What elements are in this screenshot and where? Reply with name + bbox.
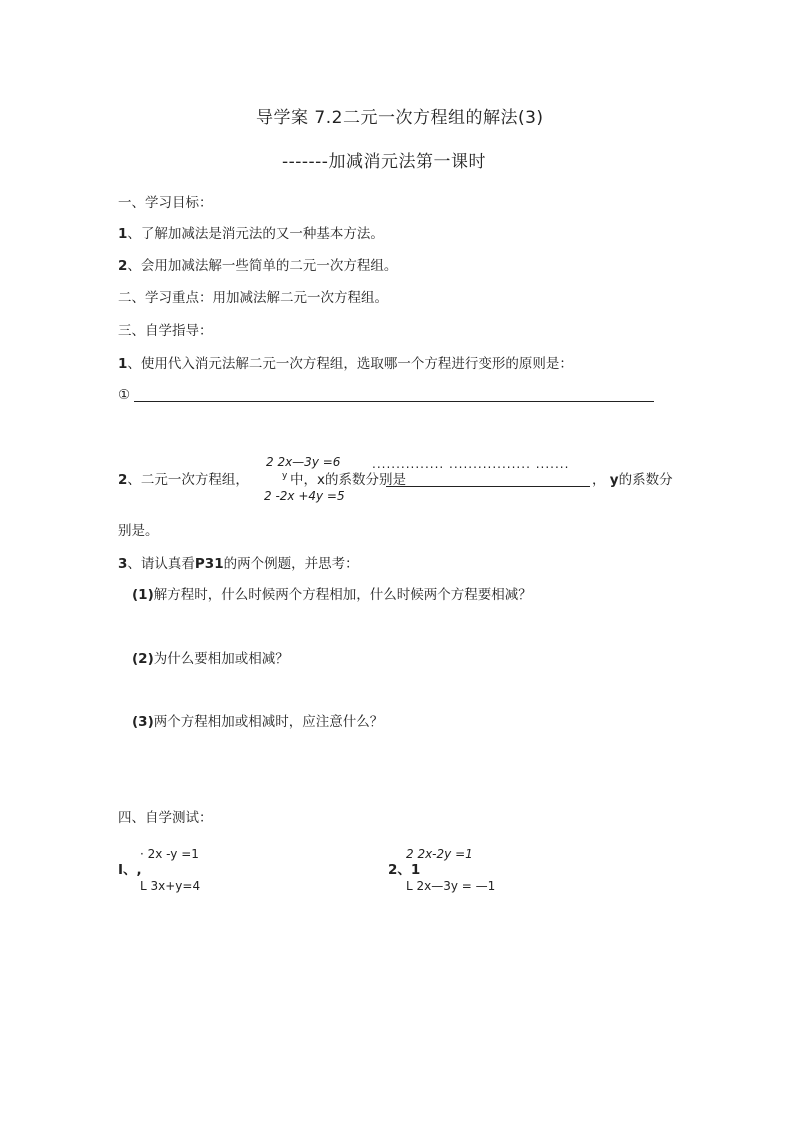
question-3-page-ref: P31 xyxy=(194,556,224,572)
test-1-equation-1: · 2x -y =1 xyxy=(140,847,199,861)
test-1-equation-2: L 3x+y=4 xyxy=(140,879,201,893)
question-2-tail: 别是。 xyxy=(118,523,159,539)
answer-blank-line-1 xyxy=(134,401,654,402)
question-2-text-c xyxy=(592,474,673,488)
goal-2-number: 2 xyxy=(118,258,128,274)
page-subtitle: -------加减消元法第一课时 xyxy=(282,152,486,172)
sub-question-1-number: (1) xyxy=(132,587,154,603)
question-2-text-b: 中，x的系数分别是 xyxy=(290,472,406,488)
goal-1-number: 1 xyxy=(118,226,128,242)
question-3-text-b: 的两个例题，并思考： xyxy=(223,556,359,572)
question-2-text-e: 的系数分 xyxy=(618,472,673,488)
test-heading: 四、自学测试： xyxy=(118,810,213,826)
guide-heading: 三、自学指导： xyxy=(118,323,213,339)
sub-question-1-text: 解方程时，什么时候两个方程相加，什么时候两个方程要相减？ xyxy=(153,587,532,603)
question-1 xyxy=(118,358,573,372)
question-2-comma: ， xyxy=(592,472,606,488)
sub-question-3-text: 两个方程相加或相减时，应注意什么？ xyxy=(153,714,384,730)
question-2-y-letter: y xyxy=(609,472,619,488)
test-2-equation-2: L 2x—3y = —1 xyxy=(406,879,496,893)
question-1-text: 、使用代入消元法解二元一次方程组，选取哪一个方程进行变形的原则是： xyxy=(127,356,573,372)
question-3 xyxy=(118,558,359,572)
sub-question-3 xyxy=(132,716,383,730)
question-3-text-a: 、请认真看 xyxy=(127,556,195,572)
focus-line: 二、学习重点：用加减法解二元一次方程组。 xyxy=(118,290,388,306)
question-1-circle-marker: ① xyxy=(118,387,131,403)
goal-2 xyxy=(118,260,397,274)
sub-question-2-text: 为什么要相加或相减？ xyxy=(153,651,289,667)
test-2-label: 2、1 xyxy=(388,862,421,878)
system-equation-1-text: 2 2x—3y =6 xyxy=(266,455,341,469)
sub-question-3-number: (3) xyxy=(132,714,154,730)
question-1-number: 1 xyxy=(118,356,128,372)
question-2-number: 2 xyxy=(118,472,128,488)
question-2-text-a: 、二元一次方程组， xyxy=(127,472,249,488)
goal-2-text: 、会用加减法解一些简单的二元一次方程组。 xyxy=(127,258,398,274)
page-title: 导学案 7.2二元一次方程组的解法(3) xyxy=(256,108,544,128)
question-2-y-mark: y xyxy=(282,471,288,481)
dotted-leader: ............... ................. ....... xyxy=(372,457,570,471)
goal-1 xyxy=(118,228,384,242)
test-1-label: I、, xyxy=(118,862,142,878)
goals-heading: 一、学习目标： xyxy=(118,195,213,211)
system-equation-2-text: 2 -2x +4y =5 xyxy=(264,489,345,503)
answer-blank-line-x xyxy=(386,486,590,487)
test-2-equation-1: 2 2x-2y =1 xyxy=(406,847,473,861)
question-2 xyxy=(118,474,249,488)
goal-1-text: 、了解加减法是消元法的又一种基本方法。 xyxy=(127,226,384,242)
sub-question-2-number: (2) xyxy=(132,651,154,667)
question-3-number: 3 xyxy=(118,556,128,572)
system-equation-2 xyxy=(264,490,345,502)
sub-question-2 xyxy=(132,653,289,667)
sub-question-1 xyxy=(132,589,532,603)
system-equation-1 xyxy=(266,456,340,468)
